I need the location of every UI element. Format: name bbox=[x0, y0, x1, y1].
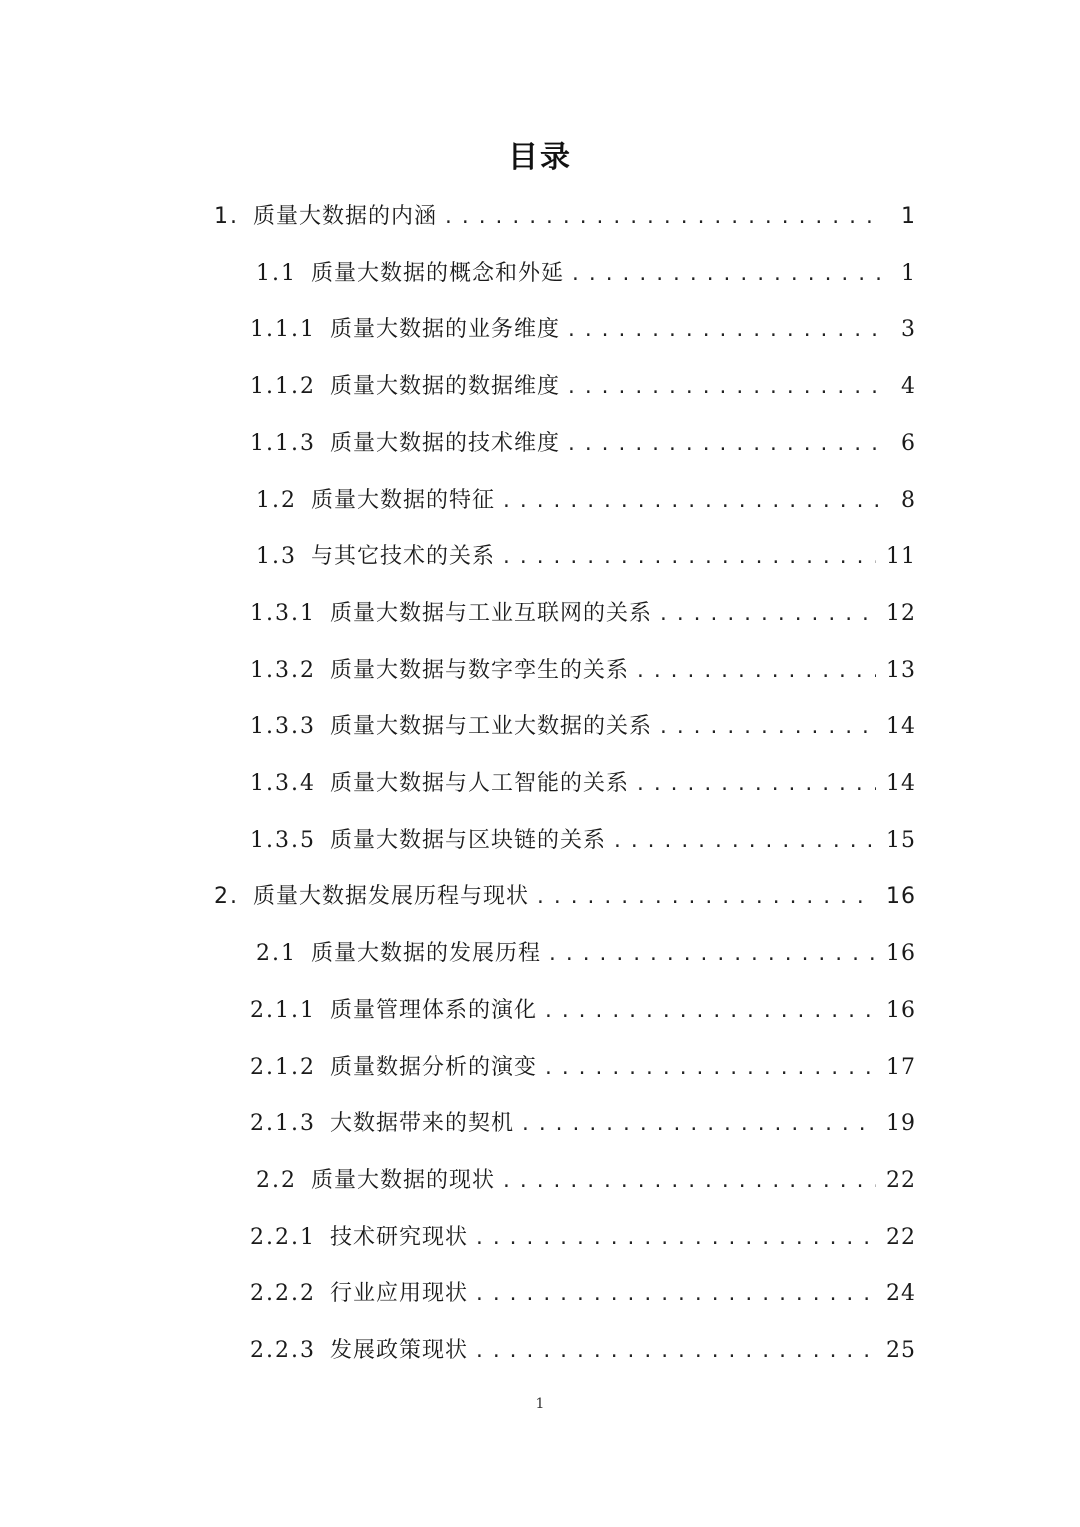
toc-entry-page: 24 bbox=[886, 1281, 916, 1307]
toc-dot-leader bbox=[474, 1222, 876, 1256]
toc-entry-title: 质量管理体系的演化 bbox=[329, 997, 537, 1023]
toc-entry[interactable] bbox=[250, 370, 916, 404]
toc-entry-title: 质量大数据的特征 bbox=[311, 487, 496, 513]
toc-dot-leader bbox=[658, 598, 876, 632]
toc-entry-title: 质量大数据发展历程与现状 bbox=[253, 884, 530, 910]
toc-entry-page: 4 bbox=[901, 374, 916, 400]
page-number: 1 bbox=[535, 1396, 545, 1412]
toc-entry-page: 13 bbox=[886, 657, 916, 683]
toc-entry-page: 17 bbox=[886, 1054, 916, 1080]
toc-entry-title: 质量大数据的发展历程 bbox=[311, 941, 542, 967]
toc-entry[interactable] bbox=[250, 1221, 916, 1255]
toc-entry-title: 质量大数据的业务维度 bbox=[329, 317, 560, 343]
toc-dot-leader bbox=[635, 655, 876, 689]
toc-dot-leader bbox=[566, 371, 880, 405]
toc-entry-number: 1.2 bbox=[256, 487, 297, 513]
toc-entry-number: 1.3.1 bbox=[250, 600, 316, 626]
toc-entry-page: 14 bbox=[886, 771, 916, 796]
toc-entry-page: 12 bbox=[886, 600, 916, 626]
toc-entry[interactable] bbox=[214, 200, 916, 234]
toc-entry-title: 质量大数据与工业互联网的关系 bbox=[329, 600, 652, 626]
toc-entry-title: 质量大数据与工业大数据的关系 bbox=[329, 714, 652, 740]
toc-entry-page: 22 bbox=[886, 1224, 916, 1250]
toc-entry[interactable] bbox=[250, 313, 916, 347]
toc-dot-leader bbox=[612, 825, 876, 859]
toc-entry-number: 1. bbox=[214, 204, 239, 229]
toc-entry-page: 14 bbox=[886, 714, 916, 740]
toc-entry[interactable] bbox=[256, 484, 916, 518]
toc-entry-title: 质量大数据的数据维度 bbox=[329, 374, 560, 400]
toc-entry-title: 质量大数据的概念和外延 bbox=[311, 260, 565, 286]
toc-entry-number: 2. bbox=[214, 884, 239, 910]
toc-entry-number: 1.3.2 bbox=[250, 657, 316, 683]
toc-dot-leader bbox=[543, 995, 876, 1029]
toc-entry-number: 2.2.1 bbox=[250, 1224, 316, 1250]
toc-entry[interactable] bbox=[256, 937, 916, 971]
toc-dot-leader bbox=[501, 1165, 876, 1199]
toc-entry[interactable] bbox=[250, 597, 916, 631]
toc-entry[interactable] bbox=[250, 654, 916, 688]
toc-entry[interactable] bbox=[250, 427, 916, 461]
toc-entry-number: 1.1 bbox=[256, 260, 297, 286]
toc-entry-page: 22 bbox=[886, 1167, 916, 1193]
toc-entry-number: 1.3 bbox=[256, 544, 297, 570]
toc-entry-number: 2.2.3 bbox=[250, 1338, 316, 1363]
toc-entry[interactable] bbox=[250, 994, 916, 1028]
toc-entry-page: 1 bbox=[901, 260, 916, 286]
toc-dot-leader bbox=[535, 881, 876, 915]
toc-entry[interactable] bbox=[250, 1334, 916, 1368]
toc-entry-title: 与其它技术的关系 bbox=[311, 544, 496, 570]
toc-dot-leader bbox=[501, 541, 876, 575]
toc-entry[interactable] bbox=[256, 540, 916, 574]
toc-dot-leader bbox=[501, 485, 880, 519]
toc-entry-title: 技术研究现状 bbox=[329, 1224, 468, 1250]
toc-entry-title: 大数据带来的契机 bbox=[329, 1111, 514, 1137]
toc-entry-page: 25 bbox=[886, 1338, 916, 1363]
toc-entry[interactable] bbox=[250, 824, 916, 858]
toc-entry-title: 质量大数据与区块链的关系 bbox=[329, 827, 606, 853]
toc-entry-title: 质量大数据与人工智能的关系 bbox=[329, 771, 629, 796]
toc-entry[interactable] bbox=[250, 767, 916, 801]
toc-dot-leader bbox=[543, 1052, 876, 1086]
toc-entry-page: 6 bbox=[901, 430, 916, 456]
toc-dot-leader bbox=[443, 201, 880, 235]
toc-entry-title: 质量数据分析的演变 bbox=[329, 1054, 537, 1080]
toc-dot-leader bbox=[520, 1108, 876, 1142]
toc-entry-number: 2.1.3 bbox=[250, 1111, 316, 1137]
toc-entry[interactable] bbox=[256, 1164, 916, 1198]
toc-entry-title: 质量大数据的现状 bbox=[311, 1167, 496, 1193]
toc-entry-title: 行业应用现状 bbox=[329, 1281, 468, 1307]
toc-entry-page: 19 bbox=[886, 1111, 916, 1137]
toc-entry-title: 质量大数据的技术维度 bbox=[329, 430, 560, 456]
toc-entry-page: 11 bbox=[886, 544, 916, 570]
toc-entry[interactable] bbox=[250, 710, 916, 744]
toc-entry-title: 质量大数据的内涵 bbox=[253, 204, 438, 229]
toc-entry-number: 2.1.2 bbox=[250, 1054, 316, 1080]
toc-entry-page: 16 bbox=[886, 941, 916, 967]
toc-entry-page: 15 bbox=[886, 827, 916, 853]
toc-dot-leader bbox=[547, 938, 876, 972]
toc-entry-number: 2.1.1 bbox=[250, 997, 316, 1023]
toc-entry-page: 16 bbox=[886, 997, 916, 1023]
toc-dot-leader bbox=[474, 1335, 876, 1369]
toc-dot-leader bbox=[566, 314, 880, 348]
toc-entry-page: 3 bbox=[901, 317, 916, 343]
toc-entry-number: 2.2 bbox=[256, 1167, 297, 1193]
toc-entry-number: 2.2.2 bbox=[250, 1281, 316, 1307]
toc-dot-leader bbox=[474, 1278, 876, 1312]
toc-entry-title: 发展政策现状 bbox=[329, 1338, 468, 1363]
toc-entry-page: 1 bbox=[901, 204, 916, 229]
toc-dot-leader bbox=[566, 428, 880, 462]
toc-entry-page: 8 bbox=[901, 487, 916, 513]
toc-entry-number: 1.1.3 bbox=[250, 430, 316, 456]
toc-entry-number: 1.3.5 bbox=[250, 827, 316, 853]
toc-entry-page: 16 bbox=[886, 884, 916, 910]
toc-dot-leader bbox=[570, 258, 880, 292]
toc-title: 目录 bbox=[508, 140, 572, 175]
toc-entry[interactable] bbox=[250, 1051, 916, 1085]
toc-entry-number: 1.3.4 bbox=[250, 771, 316, 796]
toc-entry-number: 1.1.1 bbox=[250, 317, 316, 343]
toc-entry[interactable] bbox=[250, 1277, 916, 1311]
toc-entry[interactable] bbox=[214, 880, 916, 914]
toc-dot-leader bbox=[635, 768, 876, 802]
toc-entry[interactable] bbox=[256, 257, 916, 291]
toc-entry[interactable] bbox=[250, 1107, 916, 1141]
toc-entry-number: 2.1 bbox=[256, 941, 297, 967]
toc-entry-title: 质量大数据与数字孪生的关系 bbox=[329, 657, 629, 683]
toc-dot-leader bbox=[658, 711, 876, 745]
toc-entry-number: 1.3.3 bbox=[250, 714, 316, 740]
toc-entry-number: 1.1.2 bbox=[250, 374, 316, 400]
